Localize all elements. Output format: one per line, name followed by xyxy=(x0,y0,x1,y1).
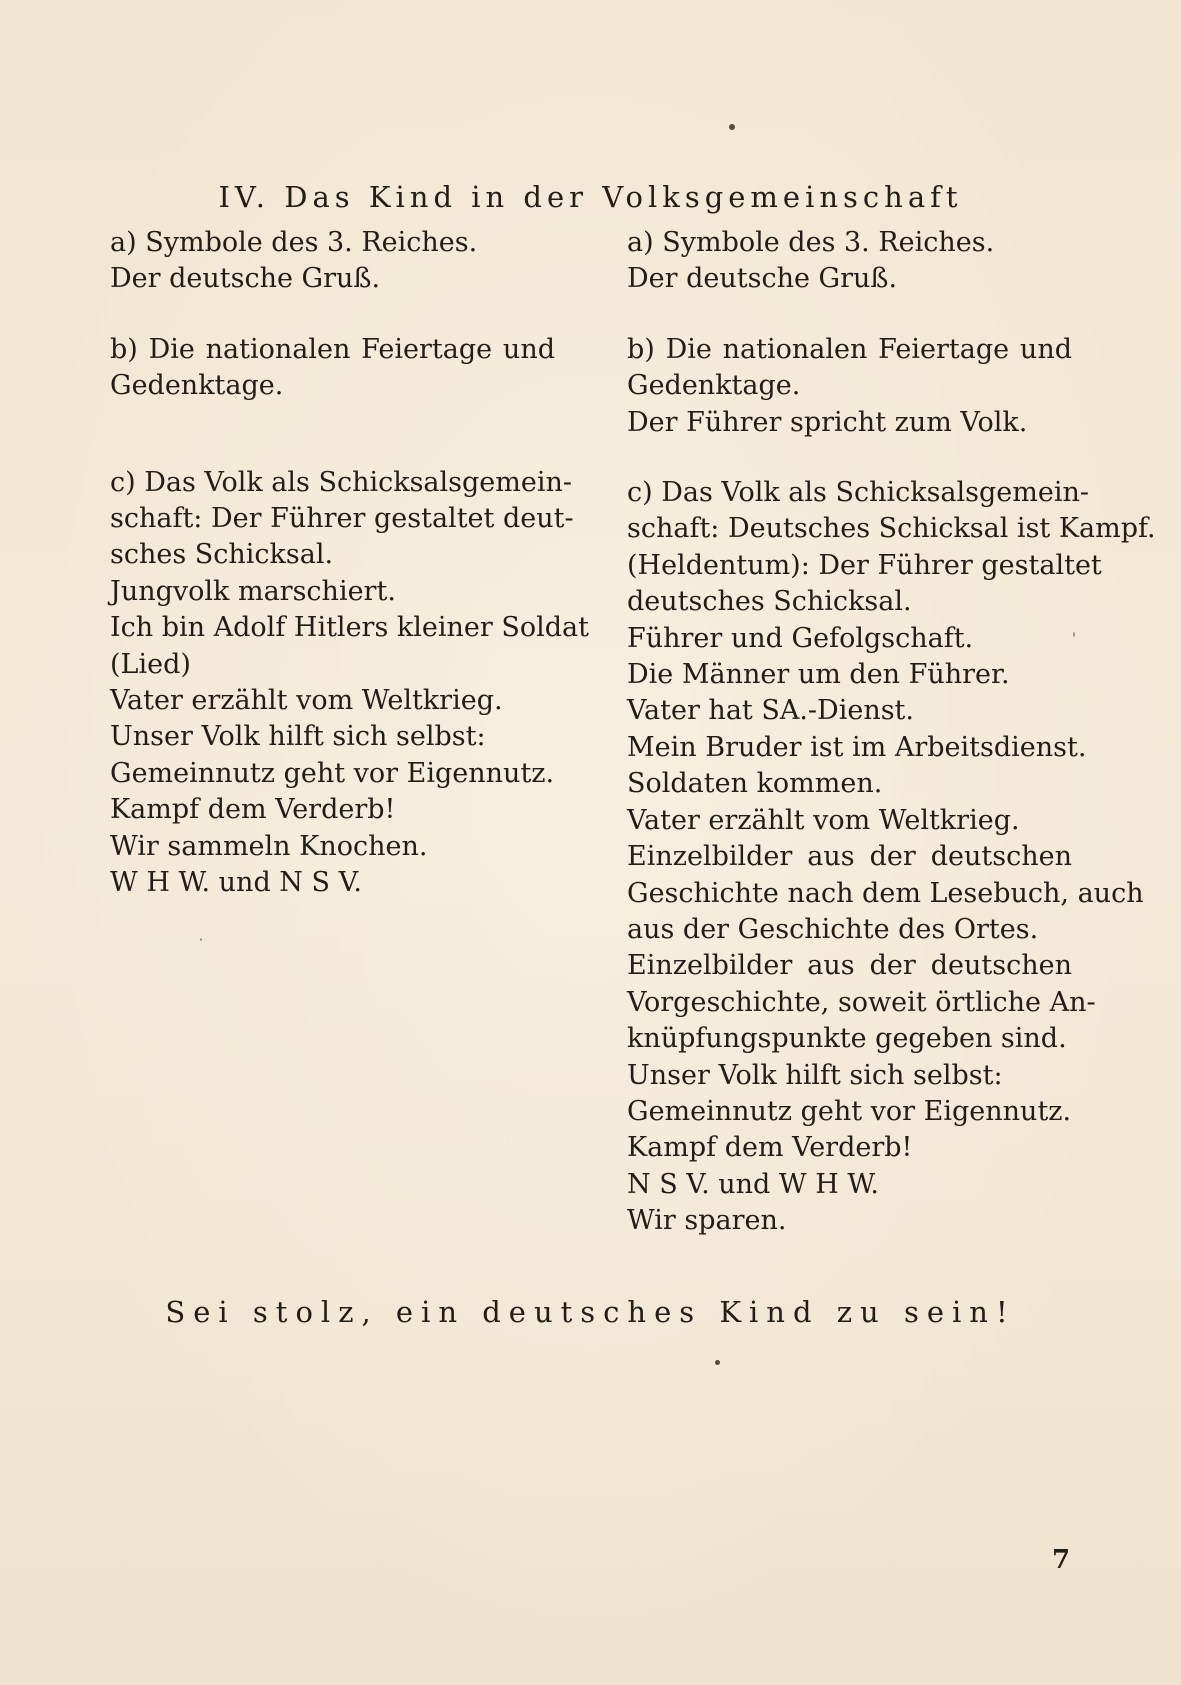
left-c-line: Jungvolk marschiert. xyxy=(110,575,396,607)
ink-speck xyxy=(715,1360,720,1365)
right-c-line: Kampf dem Verderb! xyxy=(627,1132,913,1164)
right-a-line: a) Symbole des 3. Reiches. xyxy=(627,227,995,258)
right-section-b xyxy=(627,332,1072,441)
ink-speck xyxy=(200,938,202,941)
left-c-line: schaft: Der Führer gestaltet deut- xyxy=(110,503,574,535)
right-c-line: Soldaten kommen. xyxy=(627,768,883,800)
right-c-line: knüpfungspunkte gegeben sind. xyxy=(627,1023,1067,1055)
page-number: 7 xyxy=(1052,1545,1071,1575)
right-section-a xyxy=(627,225,1072,298)
right-c-line: c) Das Volk als Schicksalsgemein- xyxy=(627,477,1090,509)
ink-speck xyxy=(729,124,735,130)
right-c-line: Einzelbilder aus der deutschen xyxy=(627,950,1072,982)
left-b-line: b) Die nationalen Feiertage und xyxy=(110,333,555,365)
ink-speck xyxy=(1073,632,1075,637)
left-c-line: Ich bin Adolf Hitlers kleiner Soldat xyxy=(110,612,589,644)
spacer xyxy=(110,298,555,332)
left-section-b xyxy=(110,332,555,405)
left-c-line: Kampf dem Verderb! xyxy=(110,794,396,826)
right-b-line: b) Die nationalen Feiertage und xyxy=(627,333,1072,365)
right-c-line: Vater erzählt vom Weltkrieg. xyxy=(627,804,1020,836)
right-c-line: (Heldentum): Der Führer gestaltet xyxy=(627,549,1102,581)
left-c-line: sches Schicksal. xyxy=(110,539,334,571)
left-a-line: Der deutsche Gruß. xyxy=(110,263,381,295)
left-b-line: Gedenktage. xyxy=(110,370,284,402)
right-c-line: schaft: Deutsches Schicksal ist Kampf. xyxy=(627,513,1156,545)
right-c-line: Die Männer um den Führer. xyxy=(627,659,1010,691)
spacer xyxy=(627,298,1072,332)
right-c-line: deutsches Schicksal. xyxy=(627,586,912,618)
spacer xyxy=(110,405,555,465)
left-c-line: Unser Volk hilft sich selbst: xyxy=(110,721,486,753)
left-c-line: Vater erzählt vom Weltkrieg. xyxy=(110,685,503,717)
right-b-line: Gedenktage. xyxy=(627,370,801,402)
left-c-line: c) Das Volk als Schicksalsgemein- xyxy=(110,466,573,498)
right-c-line: Vorgeschichte, soweit örtliche An- xyxy=(627,986,1096,1018)
right-c-line: N S V. und W H W. xyxy=(627,1168,879,1200)
left-c-line: Wir sammeln Knochen. xyxy=(110,830,428,862)
left-c-line: W H W. und N S V. xyxy=(110,867,362,899)
left-column xyxy=(110,225,589,902)
right-c-line: Vater hat SA.-Dienst. xyxy=(627,695,914,727)
right-c-line: Einzelbilder aus der deutschen xyxy=(627,841,1072,873)
right-c-line: Unser Volk hilft sich selbst: xyxy=(627,1059,1003,1091)
right-c-line: Wir sparen. xyxy=(627,1205,787,1237)
right-section-c xyxy=(627,475,1156,1240)
left-section-a xyxy=(110,225,555,298)
right-b-line: Der Führer spricht zum Volk. xyxy=(627,406,1028,438)
left-c-line: Gemeinnutz geht vor Eigennutz. xyxy=(110,757,555,789)
right-c-line: Geschichte nach dem Lesebuch, auch xyxy=(627,877,1144,909)
right-c-line: Führer und Gefolgschaft. xyxy=(627,622,974,654)
right-column xyxy=(627,225,1156,1240)
left-c-line: (Lied) xyxy=(110,648,191,680)
right-c-line: Mein Bruder ist im Arbeitsdienst. xyxy=(627,731,1087,763)
motto: Sei stolz, ein deutsches Kind zu sein! xyxy=(165,1295,1016,1329)
section-heading: IV. Das Kind in der Volksgemeinschaft xyxy=(218,180,963,214)
right-a-line: Der deutsche Gruß. xyxy=(627,263,898,295)
spacer xyxy=(627,441,1072,475)
left-a-line: a) Symbole des 3. Reiches. xyxy=(110,227,478,258)
right-c-line: Gemeinnutz geht vor Eigennutz. xyxy=(627,1095,1072,1127)
left-section-c xyxy=(110,465,589,902)
right-c-line: aus der Geschichte des Ortes. xyxy=(627,913,1039,945)
